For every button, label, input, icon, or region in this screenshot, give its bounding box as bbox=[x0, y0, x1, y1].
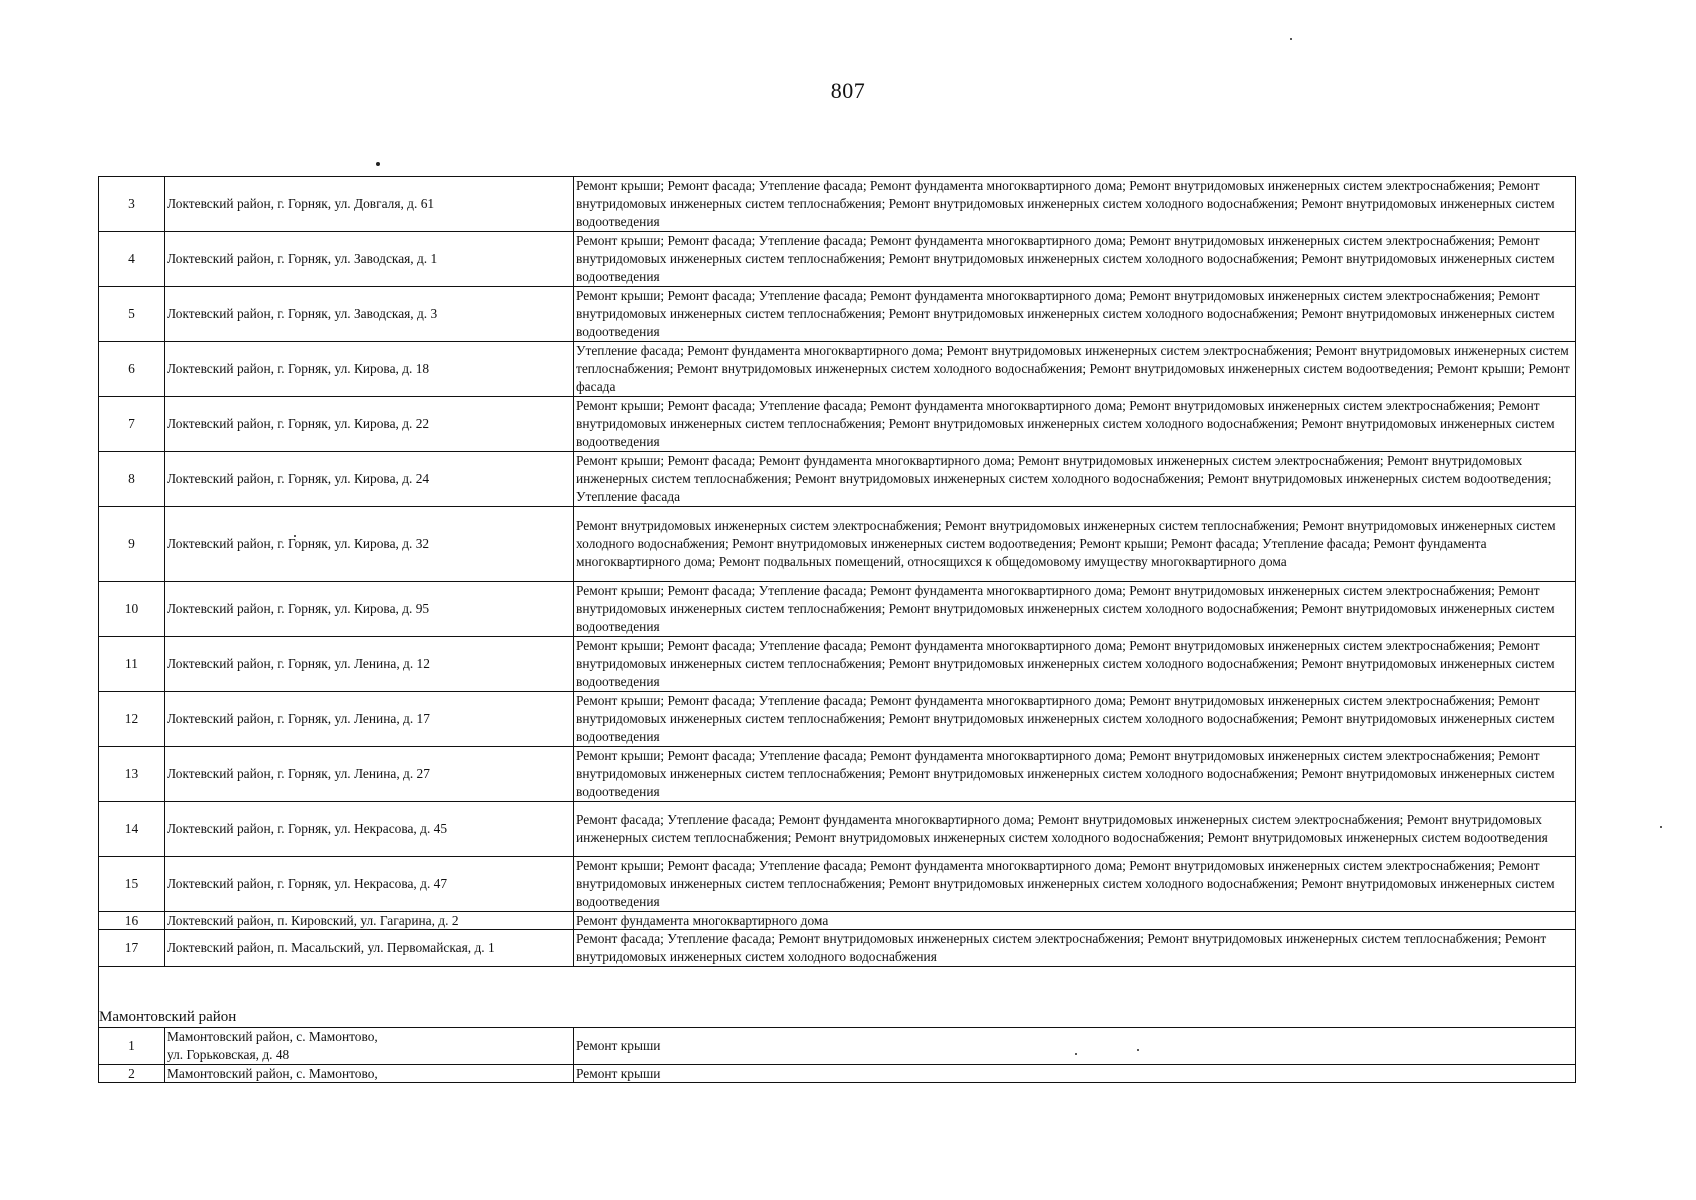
row-number: 16 bbox=[99, 912, 165, 930]
table-row bbox=[99, 747, 1576, 802]
table-row bbox=[99, 342, 1576, 397]
table-row bbox=[99, 802, 1576, 857]
scan-speck bbox=[1660, 826, 1662, 828]
scan-speck bbox=[1290, 38, 1292, 40]
row-number: 11 bbox=[99, 637, 165, 692]
row-address: Локтевский район, г. Горняк, ул. Кирова, д. 22 bbox=[165, 397, 574, 452]
repair-program-table bbox=[98, 176, 1576, 1083]
row-works: Ремонт крыши; Ремонт фасада; Утепление фасада; Ремонт фундамента многоквартирного дома; Ремонт внутридомовых инженерных систем электроснабжения; Ремонт внутридомовых инженерных систем теплоснабжения; Ремонт внутридомовых инженерных систем холодного водоснабжения; Ремонт внутридомовых инженерных систем водоотведения bbox=[574, 857, 1576, 912]
table-row bbox=[99, 692, 1576, 747]
row-works: Ремонт крыши; Ремонт фасада; Утепление фасада; Ремонт фундамента многоквартирного дома; Ремонт внутридомовых инженерных систем электроснабжения; Ремонт внутридомовых инженерных систем теплоснабжения; Ремонт внутридомовых инженерных систем холодного водоснабжения; Ремонт внутридомовых инженерных систем водоотведения bbox=[574, 582, 1576, 637]
table-row bbox=[99, 912, 1576, 930]
row-works: Ремонт внутридомовых инженерных систем электроснабжения; Ремонт внутридомовых инженерных систем теплоснабжения; Ремонт внутридомовых инженерных систем холодного водоснабжения; Ремонт внутридомовых инженерных систем водоотведения; Ремонт крыши; Ремонт фасада; Утепление фасада; Ремонт фундамента многоквартирного дома; Ремонт подвальных помещений, относящихся к общедомовому имуществу многоквартирного дома bbox=[574, 507, 1576, 582]
row-works: Ремонт крыши; Ремонт фасада; Утепление фасада; Ремонт фундамента многоквартирного дома; Ремонт внутридомовых инженерных систем электроснабжения; Ремонт внутридомовых инженерных систем теплоснабжения; Ремонт внутридомовых инженерных систем холодного водоснабжения; Ремонт внутридомовых инженерных систем водоотведения bbox=[574, 747, 1576, 802]
row-address: Локтевский район, г. Горняк, ул. Заводская, д. 1 bbox=[165, 232, 574, 287]
table-row bbox=[99, 857, 1576, 912]
region-header-row bbox=[99, 1007, 1576, 1028]
address-line: ул. Горьковская, д. 48 bbox=[167, 1047, 290, 1062]
table-row bbox=[99, 287, 1576, 342]
row-address: Локтевский район, п. Кировский, ул. Гагарина, д. 2 bbox=[165, 912, 574, 930]
row-works: Ремонт крыши; Ремонт фасада; Утепление фасада; Ремонт фундамента многоквартирного дома; Ремонт внутридомовых инженерных систем электроснабжения; Ремонт внутридомовых инженерных систем теплоснабжения; Ремонт внутридомовых инженерных систем холодного водоснабжения; Ремонт внутридомовых инженерных систем водоотведения bbox=[574, 692, 1576, 747]
row-number: 6 bbox=[99, 342, 165, 397]
row-number: 15 bbox=[99, 857, 165, 912]
row-works: Ремонт фундамента многоквартирного дома bbox=[574, 912, 1576, 930]
region-title: Мамонтовский район bbox=[99, 1007, 1576, 1028]
row-number: 7 bbox=[99, 397, 165, 452]
row-number: 3 bbox=[99, 177, 165, 232]
spacer-row bbox=[99, 967, 1576, 1008]
row-address: Локтевский район, г. Горняк, ул. Кирова, д. 18 bbox=[165, 342, 574, 397]
row-address: Мамонтовский район, с. Мамонтово, bbox=[165, 1065, 574, 1083]
row-works: Ремонт крыши; Ремонт фасада; Утепление фасада; Ремонт фундамента многоквартирного дома; Ремонт внутридомовых инженерных систем электроснабжения; Ремонт внутридомовых инженерных систем теплоснабжения; Ремонт внутридомовых инженерных систем холодного водоснабжения; Ремонт внутридомовых инженерных систем водоотведения bbox=[574, 637, 1576, 692]
row-address: Локтевский район, г. Горняк, ул. Некрасова, д. 45 bbox=[165, 802, 574, 857]
table-row bbox=[99, 507, 1576, 582]
row-works: Ремонт крыши; Ремонт фасада; Утепление фасада; Ремонт фундамента многоквартирного дома; Ремонт внутридомовых инженерных систем электроснабжения; Ремонт внутридомовых инженерных систем теплоснабжения; Ремонт внутридомовых инженерных систем холодного водоснабжения; Ремонт внутридомовых инженерных систем водоотведения bbox=[574, 287, 1576, 342]
table-row bbox=[99, 177, 1576, 232]
table-row bbox=[99, 397, 1576, 452]
table-row bbox=[99, 582, 1576, 637]
row-number: 9 bbox=[99, 507, 165, 582]
row-works: Ремонт фасада; Утепление фасада; Ремонт внутридомовых инженерных систем электроснабжения; Ремонт внутридомовых инженерных систем теплоснабжения; Ремонт внутридомовых инженерных систем холодного водоснабжения bbox=[574, 930, 1576, 967]
table-row bbox=[99, 930, 1576, 967]
page-number: 807 bbox=[830, 78, 866, 103]
row-number: 1 bbox=[99, 1028, 165, 1065]
table-row bbox=[99, 1065, 1576, 1083]
row-number: 2 bbox=[99, 1065, 165, 1083]
row-works: Ремонт крыши bbox=[574, 1065, 1576, 1083]
row-works: Ремонт крыши; Ремонт фасада; Утепление фасада; Ремонт фундамента многоквартирного дома; Ремонт внутридомовых инженерных систем электроснабжения; Ремонт внутридомовых инженерных систем теплоснабжения; Ремонт внутридомовых инженерных систем холодного водоснабжения; Ремонт внутридомовых инженерных систем водоотведения bbox=[574, 177, 1576, 232]
table-row bbox=[99, 1028, 1576, 1065]
row-works: Ремонт крыши bbox=[574, 1028, 1576, 1065]
row-address: Локтевский район, г. Горняк, ул. Заводская, д. 3 bbox=[165, 287, 574, 342]
row-number: 8 bbox=[99, 452, 165, 507]
row-address: Локтевский район, г. Горняк, ул. Ленина, д. 27 bbox=[165, 747, 574, 802]
row-address: Локтевский район, п. Масальский, ул. Первомайская, д. 1 bbox=[165, 930, 574, 967]
row-number: 5 bbox=[99, 287, 165, 342]
row-address: Локтевский район, г. Горняк, ул. Некрасова, д. 47 bbox=[165, 857, 574, 912]
row-address: Локтевский район, г. Горняк, ул. Довгаля, д. 61 bbox=[165, 177, 574, 232]
row-number: 13 bbox=[99, 747, 165, 802]
row-number: 12 bbox=[99, 692, 165, 747]
row-address: Локтевский район, г. Горняк, ул. Ленина, д. 17 bbox=[165, 692, 574, 747]
row-address bbox=[165, 1028, 574, 1065]
scan-speck bbox=[376, 162, 380, 166]
row-number: 10 bbox=[99, 582, 165, 637]
spacer-cell bbox=[99, 967, 1576, 1008]
table-row bbox=[99, 637, 1576, 692]
table-row bbox=[99, 452, 1576, 507]
row-works: Ремонт фасада; Утепление фасада; Ремонт фундамента многоквартирного дома; Ремонт внутридомовых инженерных систем электроснабжения; Ремонт внутридомовых инженерных систем теплоснабжения; Ремонт внутридомовых инженерных систем холодного водоснабжения; Ремонт внутридомовых инженерных систем водоотведения bbox=[574, 802, 1576, 857]
row-number: 14 bbox=[99, 802, 165, 857]
row-address: Локтевский район, г. Горняк, ул. Кирова, д. 95 bbox=[165, 582, 574, 637]
row-works: Ремонт крыши; Ремонт фасада; Утепление фасада; Ремонт фундамента многоквартирного дома; Ремонт внутридомовых инженерных систем электроснабжения; Ремонт внутридомовых инженерных систем теплоснабжения; Ремонт внутридомовых инженерных систем холодного водоснабжения; Ремонт внутридомовых инженерных систем водоотведения bbox=[574, 397, 1576, 452]
row-address: Локтевский район, г. Горняк, ул. Кирова, д. 32 bbox=[165, 507, 574, 582]
row-works: Ремонт крыши; Ремонт фасада; Утепление фасада; Ремонт фундамента многоквартирного дома; Ремонт внутридомовых инженерных систем электроснабжения; Ремонт внутридомовых инженерных систем теплоснабжения; Ремонт внутридомовых инженерных систем холодного водоснабжения; Ремонт внутридомовых инженерных систем водоотведения bbox=[574, 232, 1576, 287]
row-number: 17 bbox=[99, 930, 165, 967]
row-number: 4 bbox=[99, 232, 165, 287]
table-row bbox=[99, 232, 1576, 287]
row-works: Утепление фасада; Ремонт фундамента многоквартирного дома; Ремонт внутридомовых инженерных систем электроснабжения; Ремонт внутридомовых инженерных систем теплоснабжения; Ремонт внутридомовых инженерных систем холодного водоснабжения; Ремонт внутридомовых инженерных систем водоотведения; Ремонт крыши; Ремонт фасада bbox=[574, 342, 1576, 397]
row-address: Локтевский район, г. Горняк, ул. Кирова, д. 24 bbox=[165, 452, 574, 507]
address-line: Мамонтовский район, с. Мамонтово, bbox=[167, 1029, 378, 1044]
row-works: Ремонт крыши; Ремонт фасада; Ремонт фундамента многоквартирного дома; Ремонт внутридомовых инженерных систем электроснабжения; Ремонт внутридомовых инженерных систем теплоснабжения; Ремонт внутридомовых инженерных систем холодного водоснабжения; Ремонт внутридомовых инженерных систем водоотведения; Утепление фасада bbox=[574, 452, 1576, 507]
row-address: Локтевский район, г. Горняк, ул. Ленина, д. 12 bbox=[165, 637, 574, 692]
